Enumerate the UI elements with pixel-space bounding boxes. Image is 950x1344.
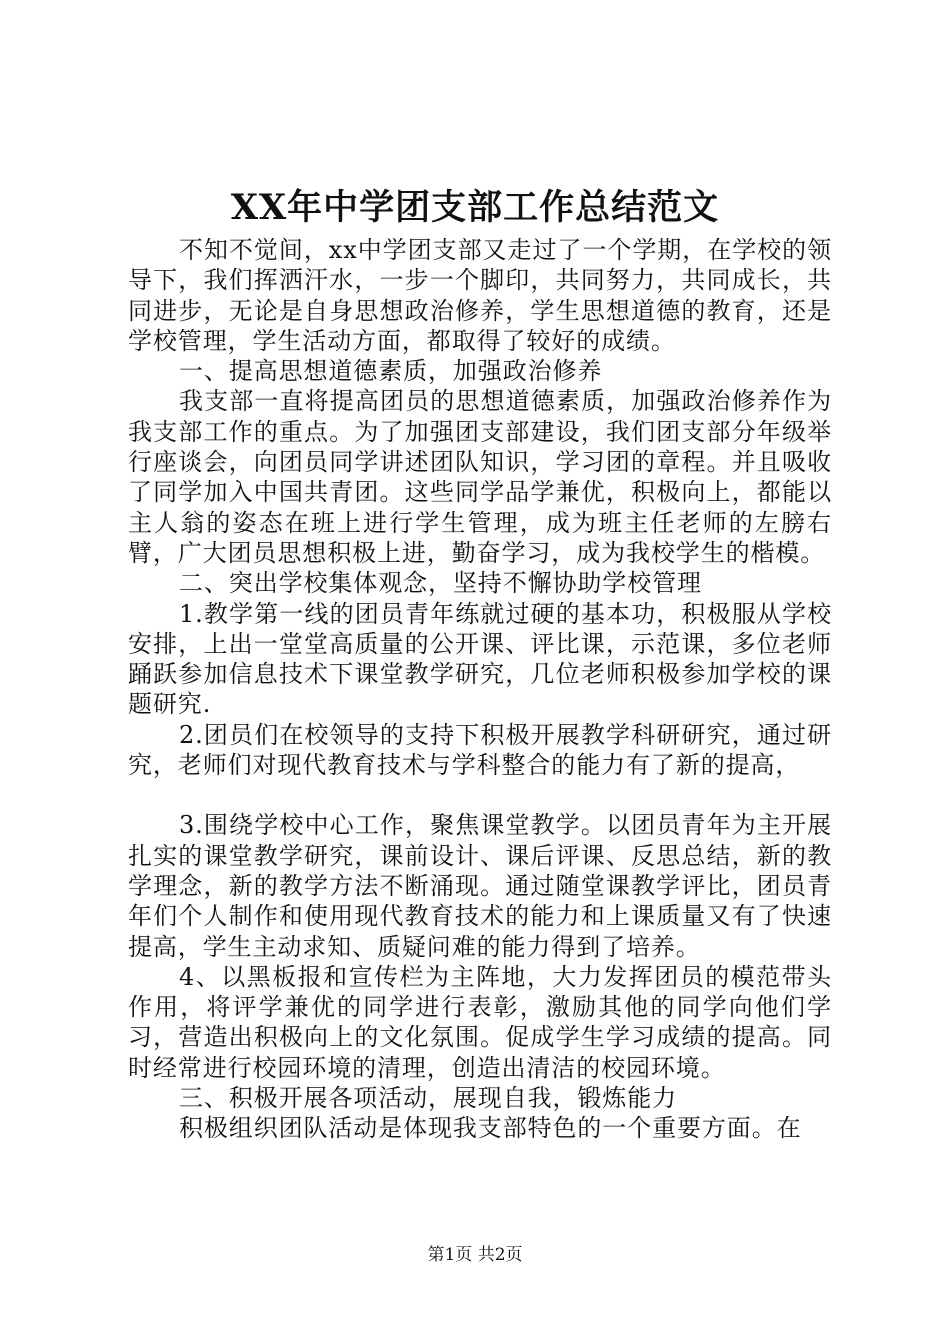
paragraph-section-1: 我支部一直将提高团员的思想道德素质，加强政治修养作为我支部工作的重点。为了加强团支部建设，我们团支部分年级举行座谈会，向团员同学讲述团队知识，学习团的章程。并且吸收了同学加入中国共青团。这些同学品学兼优，积极向上，都能以主人翁的姿态在班上进行学生管理，成为班主任老师的左膀右臂，广大团员思想积极上进，勤奋学习，成为我校学生的楷模。: [128, 387, 832, 567]
paragraph-item-2: 2.团员们在校领导的支持下积极开展教学科研研究，通过研究，老师们对现代教育技术与学科整合的能力有了新的提高，: [128, 720, 832, 780]
document-title: XX年中学团支部工作总结范文: [230, 187, 720, 228]
section-heading-1: 一、提高思想道德素质，加强政治修养: [179, 357, 603, 386]
page-footer: 第1页 共2页: [427, 1245, 523, 1265]
section-heading-2: 二、突出学校集体观念，坚持不懈协助学校管理: [179, 569, 702, 598]
paragraph-item-4: 4、以黑板报和宣传栏为主阵地，大力发挥团员的模范带头作用，将评学兼优的同学进行表彰，激励其他的同学向他们学习，营造出积极向上的文化氛围。促成学生学习成绩的提高。同时经常进行校园环境的清理，创造出清洁的校园环境。: [128, 962, 832, 1082]
document-body: [128, 235, 832, 1144]
paragraph-item-1: 1.教学第一线的团员青年练就过硬的基本功，积极服从学校安排，上出一堂堂高质量的公开课、评比课，示范课，多位老师踊跃参加信息技术下课堂教学研究，几位老师积极参加学校的课题研究.: [128, 599, 832, 719]
paragraph-section-3: 积极组织团队活动是体现我支部特色的一个重要方面。在: [179, 1114, 802, 1143]
paragraph-intro: 不知不觉间，xx中学团支部又走过了一个学期，在学校的领导下，我们挥洒汗水，一步一个脚印，共同努力，共同成长，共同进步，无论是自身思想政治修养，学生思想道德的教育，还是学校管理，学生活动方面，都取得了较好的成绩。: [128, 236, 832, 355]
paragraph-item-3: 3.围绕学校中心工作，聚焦课堂教学。以团员青年为主开展扎实的课堂教学研究，课前设计、课后评课、反思总结，新的教学理念，新的教学方法不断涌现。通过随堂课教学评比，团员青年们个人制作和使用现代教育技术的能力和上课质量又有了快速提高，学生主动求知、质疑问难的能力得到了培养。: [128, 811, 832, 961]
section-heading-3: 三、积极开展各项活动，展现自我，锻炼能力: [179, 1084, 677, 1113]
